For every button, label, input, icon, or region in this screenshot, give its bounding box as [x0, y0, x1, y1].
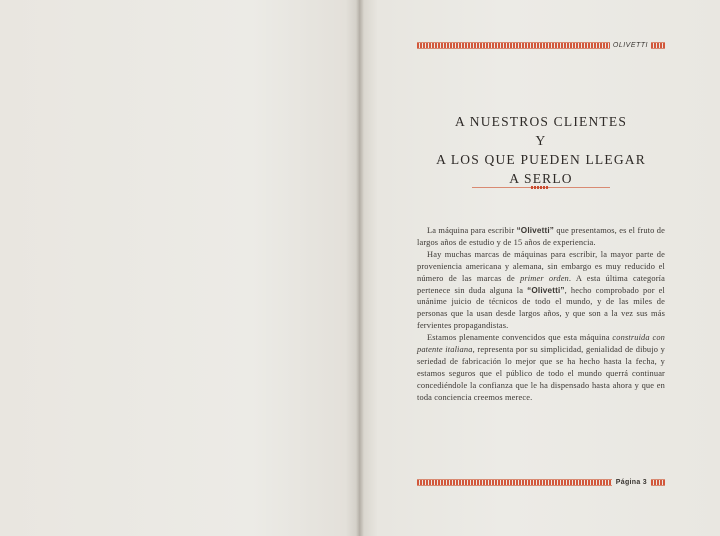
- p1-text-c: que presentamos, es el fruto de largos años de estudio y de 15 años de experiencia.: [417, 226, 665, 247]
- p1-brand: “Olivetti”: [516, 226, 555, 235]
- body-text: [417, 225, 665, 404]
- page-header: [417, 40, 665, 50]
- book-gutter: [356, 0, 364, 536]
- p2-text-c: . A esta última categoría pertenece sin duda alguna la: [417, 273, 666, 295]
- paragraph-2: [417, 249, 665, 332]
- header-ornament-rule: [417, 42, 610, 49]
- footer-ornament-rule: [417, 479, 612, 486]
- footer-ornament-end: [651, 479, 665, 486]
- page-footer: [417, 477, 665, 487]
- p2-text-e: , hecho comprobado por el unánime juicio de técnicos de todo el mundo, y de las miles de personas que la usan desde largos años, y que son a la vez sus más fervientes propagandistas.: [417, 285, 665, 331]
- header-ornament-end: [651, 42, 665, 49]
- title-line-1: A NUESTROS CLIENTES: [454, 114, 628, 129]
- page-number: Página 3: [615, 478, 647, 486]
- p3-emphasis: construida con patente italiana: [417, 333, 665, 355]
- title-divider: [472, 186, 610, 190]
- header-brand: OLIVETTI: [612, 41, 648, 49]
- paragraph-3: [417, 332, 665, 403]
- p3-text-c: , representa por su simplicidad, genialidad de dibujo y seriedad de fabricación lo mejor que se ha hecho hasta la fecha, y estamos seguros que el público de todo el mundo querrá continuar concediéndole la confianza que le ha dispensado hasta ahora y que en toda conciencia creemos merece.: [417, 345, 666, 402]
- p3-text-a: Estamos plenamente convencidos que esta máquina: [427, 333, 613, 343]
- title-line-4: A SERLO: [509, 171, 573, 186]
- p1-text-a: La máquina para escribir: [427, 226, 517, 235]
- paragraph-1: [417, 225, 665, 249]
- title-line-2: Y: [535, 133, 547, 148]
- page-title: [400, 112, 682, 188]
- divider-ornament: [531, 186, 549, 189]
- p2-emphasis: primer orden: [520, 273, 569, 283]
- p2-brand: “Olivetti”: [527, 285, 565, 295]
- title-line-3: A LOS QUE PUEDEN LLEGAR: [436, 152, 646, 167]
- p2-text-a: Hay muchas marcas de máquinas para escribir, la mayor parte de proveniencia americana y alemana, sin embargo es muy reducido el número de las marcas de: [417, 249, 665, 283]
